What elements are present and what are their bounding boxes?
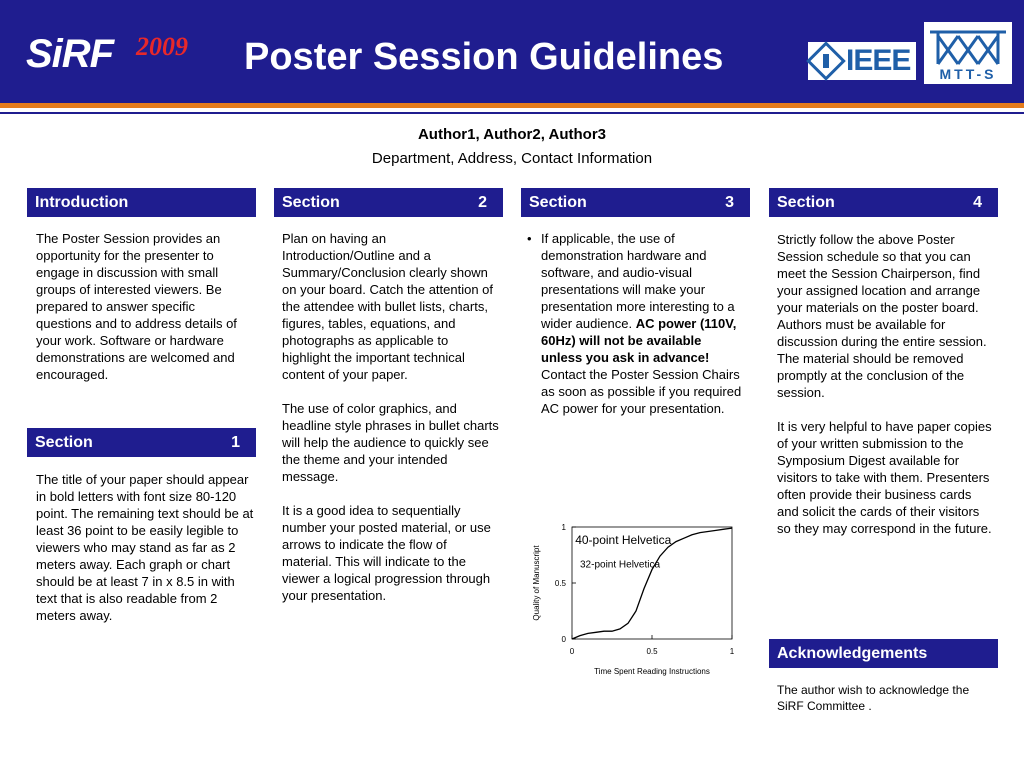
page-title: Poster Session Guidelines — [244, 36, 724, 78]
mtt-s-emblem-icon — [924, 24, 1012, 68]
acknowledgements-body: The author wish to acknowledge the SiRF Committee . — [777, 683, 970, 713]
bullet-text: If applicable, the use of demonstration hardware and software, and audio-visual presentations will make your presentation more interesting to a wider audience. AC power (110V, 60Hz) will not be available unless you ask in advance! Contact the Poster Session Chairs as soon as possible if you required AC power for your presentation. — [541, 231, 742, 416]
y-tick-label: 0.5 — [554, 579, 566, 588]
poster-header — [0, 0, 1024, 108]
section-header-2 — [274, 188, 503, 217]
ac-power-warning: AC power (110V, 60Hz) will not be available unless you ask in advance! — [541, 316, 737, 365]
chart-annotation-small: 32-point Helvetica — [580, 559, 661, 571]
section-number: 2 — [478, 193, 487, 211]
introduction-body: The Poster Session provides an opportunity for the presenter to engage in discussion with small groups of interested viewers. Be prepared to answer specific questions and to address details of your work. Software or hardware demonstrations are welcomed and encouraged. — [36, 231, 237, 382]
section-4-body — [777, 231, 995, 537]
section-number: 3 — [725, 193, 734, 211]
sirf-logo-year: 2009 — [136, 32, 188, 61]
section-1-body: The title of your paper should appear in bold letters with font size 80-120 point. The remaining text should be at least 36 point to be easily legible to viewers who may stand as far as 2 meters away. Each graph or chart should be at least 7 in x 8.5 in with text that is also readable from 2 meters away. — [36, 472, 254, 623]
section-2-paragraph: It is a good idea to sequentially number your posted material, or use arrows to indicate the flow of material. This will indicate to the viewer a logical progression through your presentation. — [282, 503, 491, 603]
x-tick-label: 0 — [569, 647, 575, 656]
section-3-body — [527, 230, 745, 417]
section-header-introduction — [27, 188, 256, 217]
section-title: Acknowledgements — [777, 644, 928, 662]
header-divider — [0, 112, 1024, 114]
ieee-logo — [808, 42, 916, 80]
section-number: 1 — [231, 433, 240, 451]
ieee-diamond-icon — [806, 41, 846, 81]
quality-vs-time-chart — [526, 520, 766, 680]
x-axis-label: Time Spent Reading Instructions — [594, 667, 710, 676]
section-title: Section — [282, 193, 340, 211]
section-2-body — [282, 230, 500, 604]
x-tick-label: 1 — [729, 647, 735, 656]
bullet-dot-icon: • — [527, 231, 532, 246]
mtt-s-logo-text: MTT-S — [939, 66, 997, 82]
section-title: Introduction — [35, 193, 129, 211]
section-header-3 — [521, 188, 750, 217]
x-tick-label: 0.5 — [646, 647, 658, 656]
chart-annotation-large: 40-point Helvetica — [575, 532, 672, 547]
y-axis-label: Quality of Manuscript — [532, 545, 541, 621]
section-2-paragraph: Plan on having an Introduction/Outline and a Summary/Conclusion clearly shown on your board. Catch the attention of the attendee with bullet lists, charts, figures, tables, equations, and photographs as applicable to highlight the important technical content of your paper. — [282, 231, 494, 382]
authors: Author1, Author2, Author3 — [417, 126, 607, 143]
bullet-item — [527, 230, 745, 417]
section-2-paragraph: The use of color graphics, and headline style phrases in bullet charts will help the audience to quickly see the theme and your intended message. — [282, 401, 499, 484]
affiliation: Department, Address, Contact Information — [371, 150, 653, 167]
section-title: Section — [777, 193, 835, 211]
section-4-paragraph: It is very helpful to have paper copies of your written submission to the Symposium Digest available for visitors to take with them. Presenters often provide their business cards and solicit the cards of their visitors so they may correspond in the future. — [777, 419, 992, 536]
section-header-acknowledgements — [769, 639, 998, 668]
y-tick-label: 0 — [561, 635, 566, 644]
y-tick-label: 1 — [561, 523, 566, 532]
section-header-4 — [769, 188, 998, 217]
mtt-s-logo — [924, 22, 1012, 84]
section-header-1 — [27, 428, 256, 457]
section-title: Section — [529, 193, 587, 211]
sirf-logo: SiRF — [26, 32, 114, 76]
section-title: Section — [35, 433, 93, 451]
section-number: 4 — [973, 193, 982, 211]
ieee-logo-text: IEEE — [846, 44, 911, 77]
section-4-paragraph: Strictly follow the above Poster Session schedule so that you can meet the Session Chairperson, find your assigned location and arrange your materials on the poster board. Authors must be available for discussion during the entire session. The material should be removed promptly at the conclusion of the session. — [777, 232, 987, 400]
